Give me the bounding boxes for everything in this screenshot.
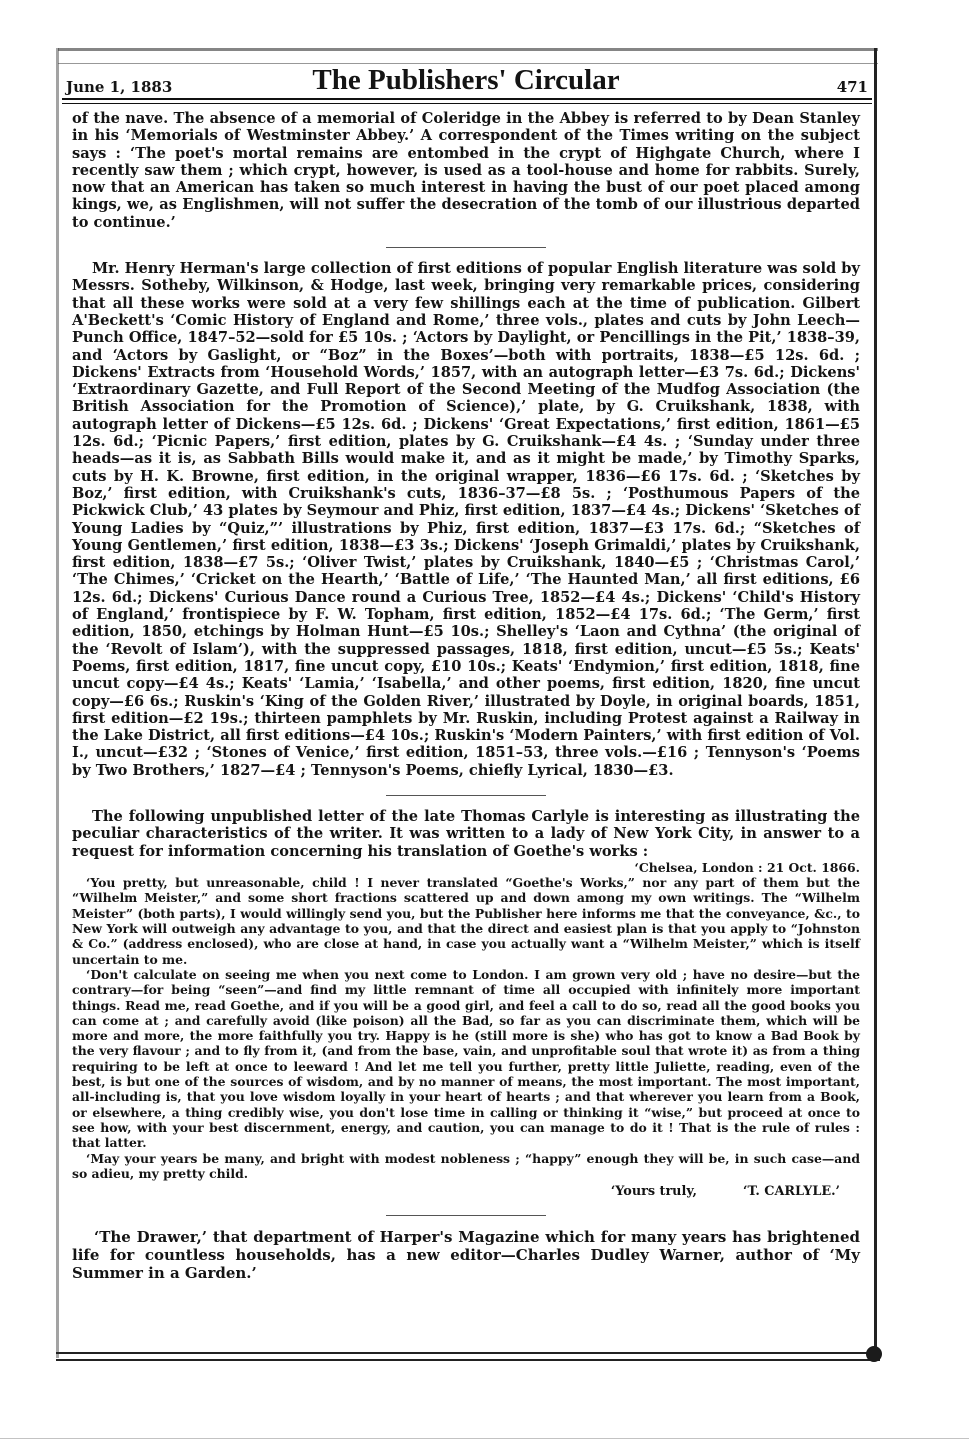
paragraph-carlyle-intro: The following unpublished letter of the late Thomas Carlyle is interesting as illustrating the peculiar characteristics of the writer. It was written to a lady of New York City, in answer to a request for information concerning his translation of Goethe's works : [72, 807, 860, 860]
header-rule [62, 98, 872, 104]
letter-paragraph: ‘You pretty, but unreasonable, child ! I never translated “Goethe's Works,” nor any part of them but the “Wilhelm Meister,” and some short fractions scattered up and down among my own writings. The “Wilhelm Meister” (both parts), I would willingly send you, but the Publisher here informs me that the conveyance, &c., to New York will outweigh any advantage to you, and that the direct and easiest plan is that you apply to “Johnston & Co.” (address enclosed), who are close at hand, in case you actually want a “Wilhelm Meister,” which is itself uncertain to me. [72, 875, 860, 967]
signature-name: ‘T. CARLYLE.’ [743, 1184, 840, 1200]
page-number: 471 [836, 78, 868, 96]
right-border [874, 48, 877, 1358]
letter-dateline: ‘Chelsea, London : 21 Oct. 1866. [634, 859, 860, 875]
page-header [62, 58, 870, 102]
section-divider [386, 1215, 546, 1216]
scan-edge [0, 1438, 969, 1439]
left-border [56, 48, 59, 1358]
paragraph-coleridge: of the nave. The absence of a memorial of Coleridge in the Abbey is referred to by Dean Stanley in his ‘Memorials of Westminster Abbey.’ A correspondent of the Times writing on the subject says : ‘The poet's mortal remains are entombed in the crypt of Highgate Church, where I recently saw them ; which crypt, however, is used as a tool-house and home for rabbits. Surely, now that an American has taken so much interest in having the bust of our poet placed among kings, we, as Englishmen, will not suffer the desecration of the tomb of our illustrious departed to continue.’ [72, 110, 860, 231]
section-divider [386, 795, 546, 796]
letter-paragraph: ‘May your years be many, and bright with modest nobleness ; “happy” enough they will be, in such case—and so adieu, my pretty child. [72, 1150, 860, 1181]
paragraph-herman-sale: Mr. Henry Herman's large collection of first editions of popular English literature was sold by Messrs. Sotheby, Wilkinson, & Hodge, last week, bringing very remarkable prices, considering that all these works were sold at a very few shillings each at the time of publication. Gilbert A'Beckett's ‘Comic History of England and Rome,’ three vols., plates and cuts by John Leech—Punch Office, 1847–52—sold for £5 10s. ; ‘Actors by Daylight, or Pencillings in the Pit,’ 1838–39, and ‘Actors by Gaslight, or “Boz” in the Boxes’—both with portraits, 1838—£5 12s. 6d. ; Dickens' Extracts from ‘Household Words,’ 1857, with an autograph letter—£3 7s. 6d.; Dickens' ‘Extraordinary Gazette, and Full Report of the Second Meeting of the Mudfog Association (the British Association for the Promotion of Science),’ plate, by G. Cruikshank, 1838, with autograph letter of Dickens—£5 12s. 6d. ; Dickens' ‘Great Expectations,’ first edition, 1861—£5 12s. 6d.; ‘Picnic Papers,’ first edition, plates by G. Cruikshank—£4 4s. ; ‘Sunday under three heads—as it is, as Sabbath Bills would make it, and as it might be made,’ by Timothy Sparks, cuts by H. K. Browne, first edition, in the original wrapper, 1836—£6 17s. 6d. ; ‘Sketches by Boz,’ first edition, with Cruikshank's cuts, 1836–37—£8 5s. ; ‘Posthumous Papers of the Pickwick Club,’ 43 plates by Seymour and Phiz, first edition, 1837—£4 4s.; Dickens' ‘Sketches of Young Ladies by “Quiz,”’ illustrations by Phiz, first edition, 1837—£3 17s. 6d.; “Sketches of Young Gentlemen,’ first edition, 1838—£3 3s.; Dickens' ‘Joseph Grimaldi,’ plates by Cruikshank, first edition, 1838—£7 5s.; ‘Oliver Twist,’ plates by Cruikshank, 1840—£5 ; ‘Christmas Carol,’ ‘The Chimes,’ ‘Cricket on the Hearth,’ ‘Battle of Life,’ ‘The Haunted Man,’ all first editions, £6 12s. 6d.; Dickens' Curious Dance round a Curious Tree, 1852—£4 4s.; Dickens' ‘Child's History of England,’ frontispiece by F. W. Topham, first edition, 1852—£4 17s. 6d.; ‘The Germ,’ first edition, 1850, etchings by Holman Hunt—£5 10s.; Shelley's ‘Laon and Cythna’ (the original of the ‘Revolt of Islam’), with the suppressed passages, 1818, first edition, uncut—£5 5s.; Keats' Poems, first edition, 1817, fine uncut copy, £10 10s.; Keats' ‘Endymion,’ first edition, 1818, fine uncut copy—£4 4s.; Keats' ‘Lamia,’ ‘Isabella,’ and other poems, first edition, 1820, fine uncut copy—£6 6s.; Ruskin's ‘King of the Golden River,’ illustrated by Doyle, in original boards, 1851, first edition—£2 19s.; thirteen pamphlets by Mr. Ruskin, including Protest against a Railway in the Lake District, all first editions—£4 10s.; Ruskin's ‘Modern Painters,’ with first edition of Vol. I., uncut—£32 ; ‘Stones of Venice,’ first edition, 1851–53, three vols.—£16 ; Tennyson's ‘Poems by Two Brothers,’ 1827—£4 ; Tennyson's Poems, chiefly Lyrical, 1830—£3. [72, 260, 860, 779]
letter-signature [72, 1184, 840, 1199]
bottom-border [56, 1352, 880, 1361]
paragraph-drawer: ‘The Drawer,’ that department of Harper's Magazine which for many years has brightened life for countless households, has a new editor—Charles Dudley Warner, author of ‘My Summer in a Garden.’ [72, 1228, 860, 1283]
publication-title: The Publishers' Circular [312, 64, 620, 96]
letter-paragraph: ‘Don't calculate on seeing me when you next come to London. I am grown very old ; have no desire—but the contrary—for being “seen”—and find my little remnant of time all occupied with infinitely more important things. Read me, read Goethe, and if you will be a good girl, and feel a call to do so, read all the good books you can come at ; and carefully avoid (like poison) all the Bad, so far as you can discriminate them, which will be more and more, the more faithfully you try. Happy is he (still more is she) who has got to know a Bad Book by the very flavour ; and to fly from it, (and from the base, vain, and unprofitable soul that wrote it) as from a thing requiring to be left at once to leeward ! And let me tell you further, pretty little Juliette, reading, even of the best, is but one of the sources of wisdom, and by no manner of means, the most important. The most important, all-including is, that you love wisdom loyally in your heart of hearts ; and that wherever you learn from a Book, or elsewhere, a thing credibly wise, you don't lose time in calling or thinking it “wise,” but proceed at once to see how, with your best discernment, energy, and caution, you can manage to do it ! That is the rule of rules : that latter. [72, 966, 860, 1151]
signature-closing: ‘Yours truly, [610, 1184, 698, 1200]
corner-ornament-icon [866, 1346, 882, 1362]
section-divider [386, 247, 546, 248]
article-body [72, 110, 860, 1282]
issue-date: June 1, 1883 [66, 78, 173, 96]
